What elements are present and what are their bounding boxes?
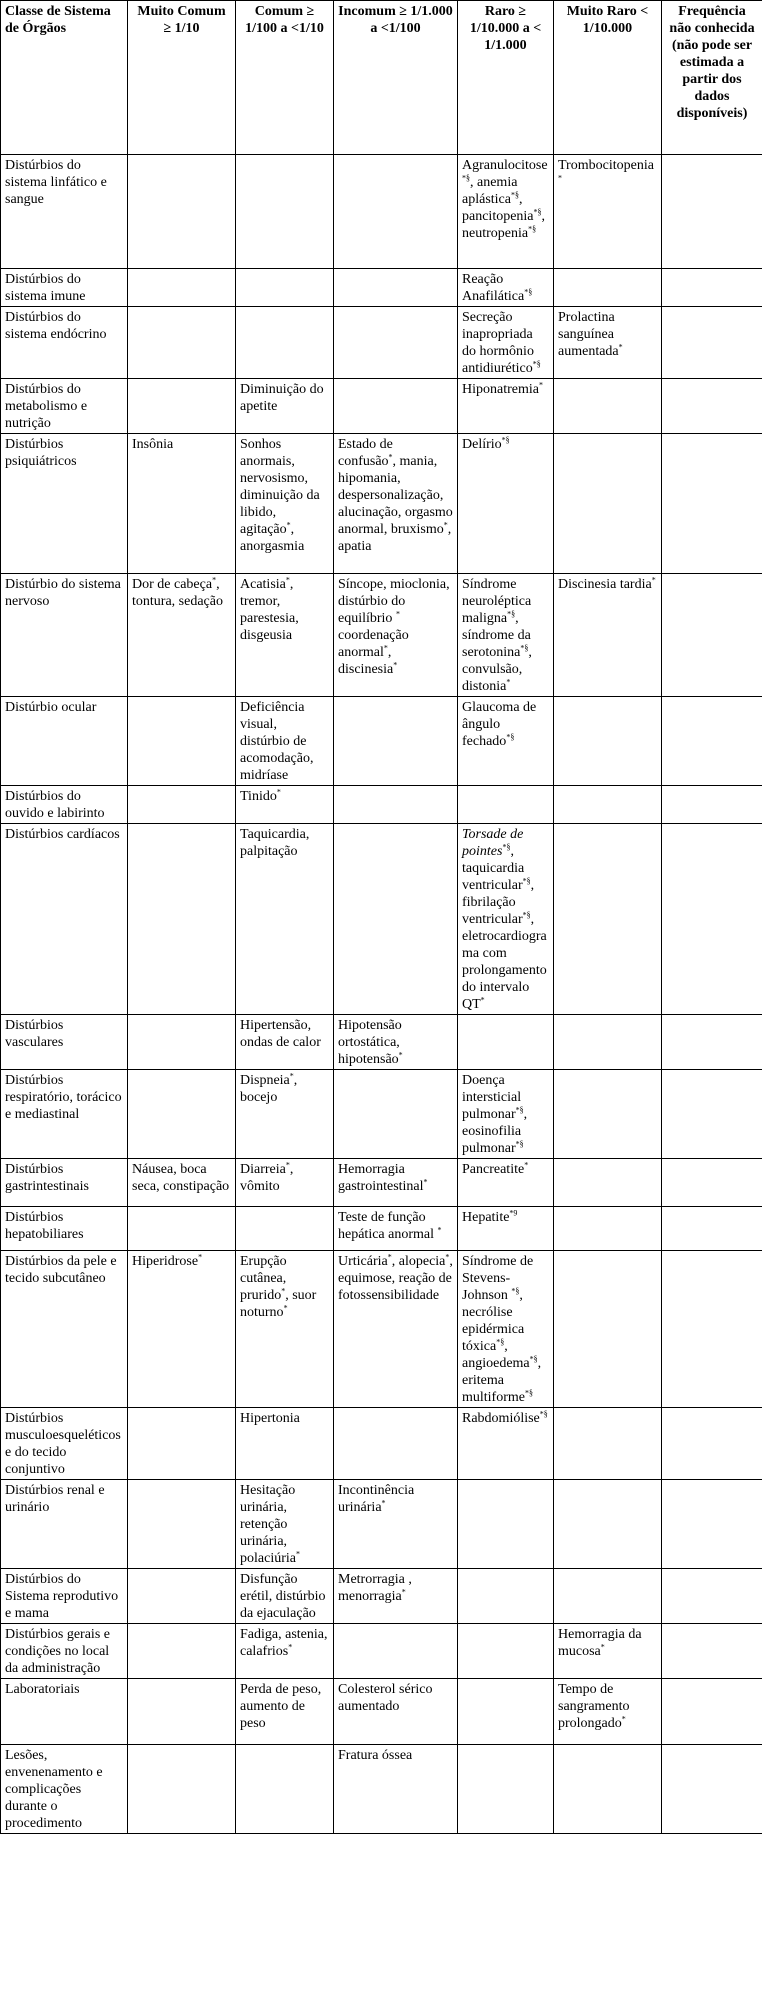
table-row — [1, 824, 762, 1015]
cell-uncommon — [334, 824, 458, 1015]
cell-organ-class: Distúrbios do ouvido e labirinto — [1, 786, 128, 824]
cell-uncommon — [334, 1408, 458, 1480]
cell-very-rare — [554, 379, 662, 434]
cell-organ-class: Distúrbios psiquiátricos — [1, 434, 128, 574]
cell-very-rare — [554, 1480, 662, 1569]
cell-rare: Doença intersticial pulmonar*§, eosinofilia pulmonar*§ — [458, 1070, 554, 1159]
cell-rare: Síndrome de Stevens-Johnson *§, necrólise epidérmica tóxica*§, angioedema*§, eritema multiforme*§ — [458, 1251, 554, 1408]
cell-organ-class: Distúrbios do sistema linfático e sangue — [1, 155, 128, 269]
cell-rare: Hepatite$^{*9}$ — [458, 1207, 554, 1251]
cell-rare: Rabdomiólise*§ — [458, 1408, 554, 1480]
cell-very-common — [128, 1015, 236, 1070]
cell-common: Tinido* — [236, 786, 334, 824]
table-row — [1, 269, 762, 307]
cell-common: Hipertonia — [236, 1408, 334, 1480]
cell-common: Hesitação urinária, retenção urinária, polaciúria* — [236, 1480, 334, 1569]
cell-unknown — [662, 1251, 762, 1408]
cell-organ-class: Distúrbios do sistema endócrino — [1, 307, 128, 379]
table-row — [1, 1480, 762, 1569]
cell-organ-class: Laboratoriais — [1, 1679, 128, 1745]
cell-very-rare — [554, 1251, 662, 1408]
table-body — [1, 155, 762, 1834]
table-row — [1, 155, 762, 269]
cell-common: Disfunção erétil, distúrbio da ejaculação — [236, 1569, 334, 1624]
cell-common — [236, 269, 334, 307]
cell-very-common: Náusea, boca seca, constipação — [128, 1159, 236, 1207]
cell-very-common — [128, 1207, 236, 1251]
cell-unknown — [662, 824, 762, 1015]
table-row — [1, 1207, 762, 1251]
cell-rare: Secreção inapropriada do hormônio antidiurético*§ — [458, 307, 554, 379]
cell-uncommon: Colesterol sérico aumentado — [334, 1679, 458, 1745]
cell-common: Fadiga, astenia, calafrios* — [236, 1624, 334, 1679]
cell-very-rare: Discinesia tardia* — [554, 574, 662, 697]
cell-very-rare — [554, 434, 662, 574]
cell-rare — [458, 1480, 554, 1569]
cell-very-common — [128, 824, 236, 1015]
table-row — [1, 379, 762, 434]
table-row — [1, 1679, 762, 1745]
cell-unknown — [662, 269, 762, 307]
cell-unknown — [662, 786, 762, 824]
cell-unknown — [662, 1569, 762, 1624]
cell-uncommon: Hipotensão ortostática, hipotensão* — [334, 1015, 458, 1070]
cell-very-common: Insônia — [128, 434, 236, 574]
header-unknown: Frequência não conhecida (não pode ser estimada a partir dos dados disponíveis) — [662, 1, 762, 155]
cell-uncommon: Hemorragia gastrointestinal* — [334, 1159, 458, 1207]
cell-very-rare: Hemorragia da mucosa* — [554, 1624, 662, 1679]
cell-uncommon — [334, 1070, 458, 1159]
header-very-common: Muito Comum ≥ 1/10 — [128, 1, 236, 155]
cell-uncommon: Teste de função hepática anormal * — [334, 1207, 458, 1251]
cell-uncommon — [334, 786, 458, 824]
cell-organ-class: Distúrbios hepatobiliares — [1, 1207, 128, 1251]
cell-uncommon: Incontinência urinária* — [334, 1480, 458, 1569]
cell-uncommon — [334, 155, 458, 269]
cell-organ-class: Distúrbios gastrintestinais — [1, 1159, 128, 1207]
cell-rare: Hiponatremia* — [458, 379, 554, 434]
cell-uncommon: Urticária*, alopecia*, equimose, reação de fotossensibilidade — [334, 1251, 458, 1408]
cell-organ-class: Distúrbios respiratório, torácico e mediastinal — [1, 1070, 128, 1159]
cell-uncommon — [334, 269, 458, 307]
cell-unknown — [662, 1207, 762, 1251]
cell-rare: Pancreatite* — [458, 1159, 554, 1207]
cell-very-common — [128, 379, 236, 434]
cell-very-rare — [554, 1745, 662, 1834]
cell-very-rare — [554, 1159, 662, 1207]
cell-very-common — [128, 697, 236, 786]
cell-common — [236, 1207, 334, 1251]
cell-unknown — [662, 1159, 762, 1207]
table-row — [1, 1159, 762, 1207]
cell-very-common — [128, 1745, 236, 1834]
table-row — [1, 697, 762, 786]
table-row — [1, 1070, 762, 1159]
cell-very-rare — [554, 1207, 662, 1251]
cell-very-common — [128, 269, 236, 307]
cell-unknown — [662, 1745, 762, 1834]
cell-very-rare — [554, 269, 662, 307]
table-row — [1, 1251, 762, 1408]
cell-organ-class: Distúrbios do metabolismo e nutrição — [1, 379, 128, 434]
cell-very-common — [128, 307, 236, 379]
cell-rare: Agranulocitose*§, anemia aplástica*§, pancitopenia*§, neutropenia*§ — [458, 155, 554, 269]
cell-uncommon — [334, 379, 458, 434]
cell-uncommon: Metrorragia , menorragia* — [334, 1569, 458, 1624]
cell-common: Dispneia*, bocejo — [236, 1070, 334, 1159]
cell-common: Perda de peso, aumento de peso — [236, 1679, 334, 1745]
table-header-row — [1, 1, 762, 155]
header-organ-class: Classe de Sistema de Órgãos — [1, 1, 128, 155]
cell-very-common — [128, 1624, 236, 1679]
cell-organ-class: Distúrbios da pele e tecido subcutâneo — [1, 1251, 128, 1408]
cell-unknown — [662, 1070, 762, 1159]
cell-very-common — [128, 155, 236, 269]
cell-very-rare — [554, 824, 662, 1015]
cell-common: Diminuição do apetite — [236, 379, 334, 434]
table-row — [1, 1569, 762, 1624]
header-rare: Raro ≥ 1/10.000 a < 1/1.000 — [458, 1, 554, 155]
cell-common: Erupção cutânea, prurido*, suor noturno* — [236, 1251, 334, 1408]
cell-organ-class: Distúrbios musculoesqueléticos e do tecido conjuntivo — [1, 1408, 128, 1480]
cell-rare: Síndrome neuroléptica maligna*§, síndrome da serotonina*§, convulsão, distonia* — [458, 574, 554, 697]
cell-very-common: Dor de cabeça*, tontura, sedação — [128, 574, 236, 697]
table-row — [1, 434, 762, 574]
cell-very-rare — [554, 1408, 662, 1480]
cell-unknown — [662, 155, 762, 269]
cell-organ-class: Distúrbios do Sistema reprodutivo e mama — [1, 1569, 128, 1624]
cell-very-rare — [554, 786, 662, 824]
cell-unknown — [662, 1679, 762, 1745]
cell-organ-class: Distúrbio do sistema nervoso — [1, 574, 128, 697]
cell-unknown — [662, 697, 762, 786]
cell-common: Sonhos anormais, nervosismo, diminuição da libido, agitação*, anorgasmia — [236, 434, 334, 574]
cell-unknown — [662, 379, 762, 434]
cell-very-rare — [554, 1569, 662, 1624]
cell-common: Taquicardia, palpitação — [236, 824, 334, 1015]
cell-rare — [458, 1015, 554, 1070]
cell-common — [236, 1745, 334, 1834]
cell-uncommon — [334, 307, 458, 379]
cell-unknown — [662, 1015, 762, 1070]
cell-very-rare — [554, 697, 662, 786]
cell-organ-class: Distúrbio ocular — [1, 697, 128, 786]
cell-unknown — [662, 1408, 762, 1480]
cell-very-rare — [554, 1015, 662, 1070]
cell-very-common — [128, 1070, 236, 1159]
cell-common: Hipertensão, ondas de calor — [236, 1015, 334, 1070]
table-row — [1, 307, 762, 379]
cell-organ-class: Distúrbios gerais e condições no local da administração — [1, 1624, 128, 1679]
cell-unknown — [662, 1624, 762, 1679]
cell-rare: Reação Anafilática*§ — [458, 269, 554, 307]
cell-organ-class: Distúrbios do sistema imune — [1, 269, 128, 307]
cell-very-common — [128, 1480, 236, 1569]
cell-uncommon — [334, 697, 458, 786]
table-row — [1, 1408, 762, 1480]
cell-very-common — [128, 1408, 236, 1480]
cell-organ-class: Distúrbios vasculares — [1, 1015, 128, 1070]
cell-very-rare: Prolactina sanguínea aumentada* — [554, 307, 662, 379]
cell-common — [236, 307, 334, 379]
cell-organ-class: Distúrbios cardíacos — [1, 824, 128, 1015]
cell-rare — [458, 1569, 554, 1624]
cell-very-rare: Trombocitopenia* — [554, 155, 662, 269]
cell-organ-class: Lesões, envenenamento e complicações durante o procedimento — [1, 1745, 128, 1834]
cell-common — [236, 155, 334, 269]
cell-common: Deficiência visual, distúrbio de acomodação, midríase — [236, 697, 334, 786]
cell-common: Acatisia*, tremor, parestesia, disgeusia — [236, 574, 334, 697]
header-very-rare: Muito Raro < 1/10.000 — [554, 1, 662, 155]
table-row — [1, 1624, 762, 1679]
cell-uncommon — [334, 1624, 458, 1679]
cell-rare — [458, 786, 554, 824]
cell-uncommon: Síncope, mioclonia, distúrbio do equilíbrio * coordenação anormal*, discinesia* — [334, 574, 458, 697]
cell-very-rare — [554, 1070, 662, 1159]
cell-rare: Delírio*§ — [458, 434, 554, 574]
cell-unknown — [662, 574, 762, 697]
cell-uncommon: Fratura óssea — [334, 1745, 458, 1834]
cell-rare: Glaucoma de ângulo fechado*§ — [458, 697, 554, 786]
cell-common: Diarreia*, vômito — [236, 1159, 334, 1207]
table-row — [1, 786, 762, 824]
cell-very-common — [128, 786, 236, 824]
cell-unknown — [662, 434, 762, 574]
header-common: Comum ≥ 1/100 a <1/10 — [236, 1, 334, 155]
cell-organ-class: Distúrbios renal e urinário — [1, 1480, 128, 1569]
cell-rare — [458, 1679, 554, 1745]
table-row — [1, 574, 762, 697]
table-row — [1, 1015, 762, 1070]
cell-rare — [458, 1624, 554, 1679]
cell-uncommon: Estado de confusão*, mania, hipomania, despersonalização, alucinação, orgasmo anormal, bruxismo*, apatia — [334, 434, 458, 574]
cell-rare — [458, 1745, 554, 1834]
cell-very-common: Hiperidrose* — [128, 1251, 236, 1408]
cell-unknown — [662, 307, 762, 379]
cell-very-common — [128, 1679, 236, 1745]
cell-unknown — [662, 1480, 762, 1569]
cell-rare: Torsade de pointes*§, taquicardia ventricular*§, fibrilação ventricular*§, eletrocardiograma com prolongamento do intervalo QT* — [458, 824, 554, 1015]
cell-very-common — [128, 1569, 236, 1624]
cell-very-rare: Tempo de sangramento prolongado* — [554, 1679, 662, 1745]
table-row — [1, 1745, 762, 1834]
header-uncommon: Incomum ≥ 1/1.000 a <1/100 — [334, 1, 458, 155]
